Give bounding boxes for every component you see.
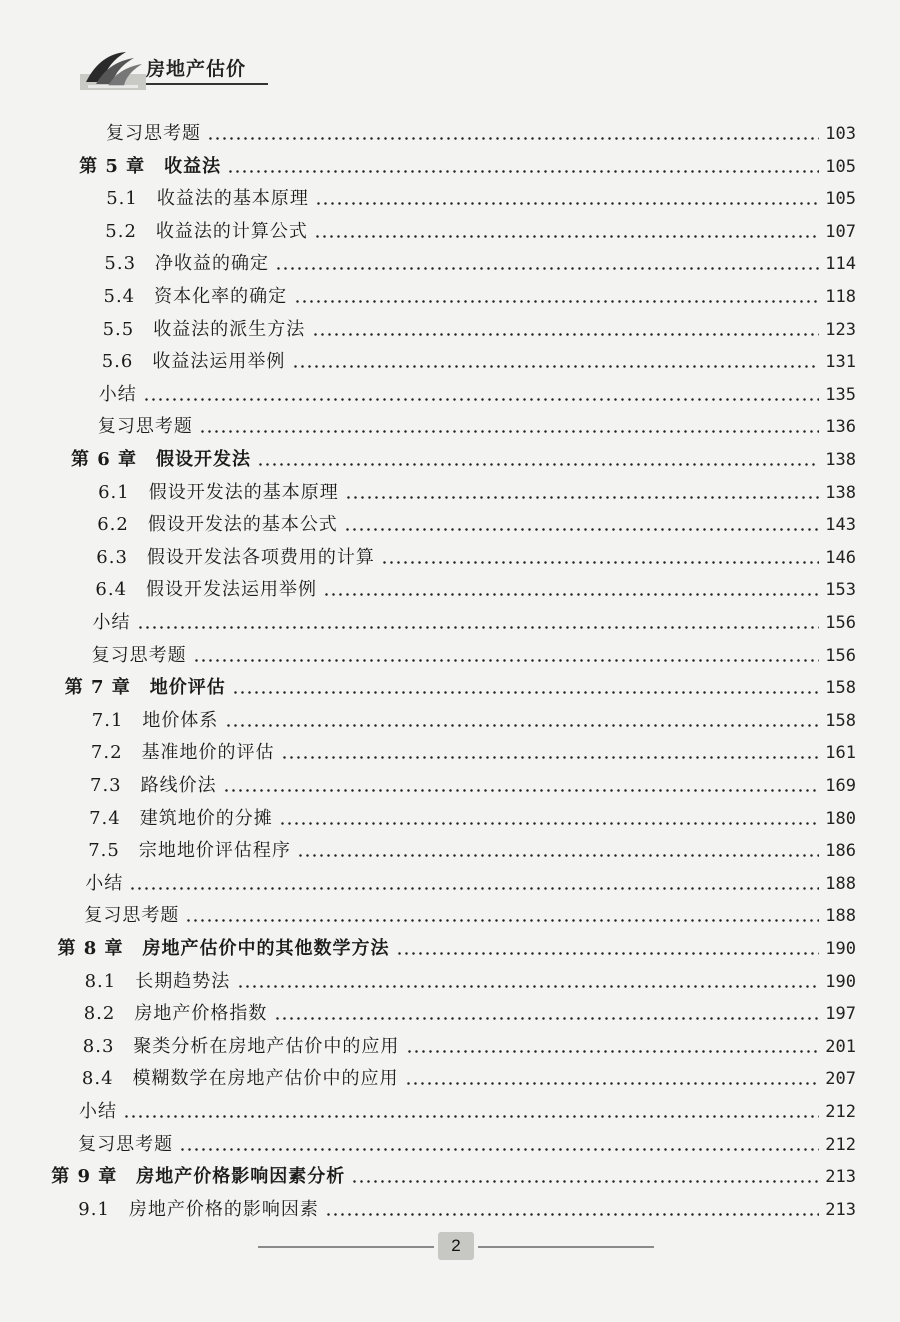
toc-entry [0, 770, 900, 802]
leader-dots [325, 1213, 819, 1216]
leader-dots [314, 235, 819, 238]
leader-dots [237, 985, 819, 988]
chapter-title: 第 5 章 收益法 [79, 155, 222, 177]
leader-dots [292, 365, 819, 368]
subsection-title: 复习思考题 [91, 644, 187, 666]
subsection-title: 复习思考题 [106, 123, 201, 144]
leader-dots [232, 691, 819, 694]
chapter-title: 第 9 章 房地产价格影响因素分析 [51, 1166, 346, 1188]
leader-dots [351, 1180, 819, 1183]
leader-dots [297, 854, 819, 857]
title-underline [146, 83, 268, 85]
leader-dots [227, 170, 819, 173]
page-number: 2 [438, 1232, 474, 1260]
page-ref: 138 [825, 450, 856, 470]
toc-entry [0, 151, 900, 183]
toc-entry [0, 118, 900, 150]
section-title: 5.3 净收益的确定 [104, 253, 270, 275]
toc-entry [0, 1063, 900, 1095]
page-ref: 118 [825, 287, 856, 307]
leader-dots [345, 496, 819, 499]
section-title: 7.2 基准地价的评估 [90, 742, 275, 764]
toc-entry [0, 1096, 900, 1128]
toc-entry [0, 803, 900, 835]
leader-dots [281, 756, 819, 759]
toc-entry [0, 509, 900, 541]
toc-entry [0, 314, 900, 346]
leader-dots [137, 626, 819, 629]
leader-dots [323, 593, 819, 596]
page-ref: 213 [825, 1167, 856, 1188]
publisher-logo-icon [78, 44, 148, 94]
page-ref: 143 [825, 515, 856, 536]
section-title: 7.4 建筑地价的分摊 [89, 807, 273, 829]
leader-dots [207, 137, 819, 140]
page-ref: 103 [825, 124, 856, 144]
toc-entry [0, 542, 900, 574]
leader-dots [396, 952, 819, 955]
page-ref: 169 [825, 776, 856, 796]
leader-dots [315, 202, 819, 205]
toc-entry [0, 411, 900, 443]
toc-entry [0, 640, 900, 672]
subsection-title: 小结 [92, 612, 131, 633]
page-ref: 197 [825, 1004, 856, 1025]
page-ref: 158 [825, 678, 856, 699]
section-title: 6.1 假设开发法的基本原理 [98, 481, 339, 503]
section-title: 6.3 假设开发法各项费用的计算 [96, 546, 375, 568]
leader-dots [185, 919, 819, 922]
page-ref: 212 [825, 1134, 856, 1155]
page-ref: 161 [825, 743, 856, 764]
toc-entry [0, 705, 900, 737]
footer-rule-right [478, 1246, 654, 1248]
section-title: 8.2 房地产价格指数 [83, 1003, 268, 1025]
page-ref: 190 [825, 939, 856, 959]
section-title: 7.1 地价体系 [91, 709, 219, 731]
leader-dots [344, 528, 819, 531]
chapter-title: 第 7 章 地价评估 [64, 677, 226, 699]
leader-dots [123, 1115, 819, 1118]
toc-entry [0, 1194, 900, 1226]
page-ref: 131 [825, 352, 856, 373]
leader-dots [406, 1050, 819, 1053]
page-ref: 105 [825, 156, 856, 177]
section-title: 5.4 资本化率的确定 [103, 286, 288, 307]
toc-entry [0, 183, 900, 215]
section-title: 6.2 假设开发法的基本公式 [97, 514, 338, 536]
toc-entry [0, 248, 900, 280]
toc-entry [0, 966, 900, 998]
page-ref: 105 [825, 189, 856, 210]
toc-entry [0, 933, 900, 965]
page-ref: 123 [825, 319, 856, 340]
page-ref: 180 [825, 808, 856, 829]
chapter-title: 第 8 章 房地产估价中的其他数学方法 [57, 938, 390, 959]
page-ref: 156 [825, 613, 856, 633]
page-ref: 136 [825, 417, 856, 438]
leader-dots [405, 1082, 819, 1085]
subsection-title: 复习思考题 [97, 416, 193, 438]
toc-entry [0, 900, 900, 932]
leader-dots [223, 789, 819, 792]
page-ref: 188 [825, 873, 856, 894]
subsection-title: 小结 [85, 872, 124, 894]
section-title: 8.3 聚类分析在房地产估价中的应用 [82, 1035, 400, 1057]
running-title: 房地产估价 [146, 58, 247, 80]
leader-dots [275, 267, 819, 270]
section-title: 5.6 收益法运用举例 [101, 351, 286, 373]
leader-dots [225, 724, 819, 727]
leader-dots [274, 1017, 819, 1020]
page-ref: 158 [825, 710, 856, 731]
toc-entry [0, 1161, 900, 1193]
toc-entry [0, 868, 900, 900]
page-ref: 146 [825, 547, 856, 568]
toc-entry [0, 574, 900, 606]
page-ref: 114 [825, 254, 856, 275]
section-title: 9.1 房地产价格的影响因素 [78, 1198, 319, 1220]
section-title: 7.5 宗地地价评估程序 [88, 840, 291, 862]
page-footer [258, 1232, 658, 1262]
toc-entry [0, 281, 900, 313]
page-ref: 186 [825, 841, 856, 862]
page-ref: 153 [825, 580, 856, 601]
toc-entry [0, 216, 900, 248]
leader-dots [279, 822, 819, 825]
toc-entry [0, 444, 900, 476]
section-title: 8.4 模糊数学在房地产估价中的应用 [81, 1068, 399, 1090]
toc-entry [0, 998, 900, 1030]
toc-entry [0, 737, 900, 769]
subsection-title: 小结 [98, 383, 137, 405]
page-ref: 207 [825, 1069, 856, 1090]
page-ref: 107 [825, 221, 856, 242]
toc-entry [0, 477, 900, 509]
section-title: 5.1 收益法的基本原理 [106, 188, 309, 210]
toc-entry [0, 835, 900, 867]
toc-entry [0, 379, 900, 411]
page-ref: 201 [825, 1036, 856, 1057]
page-ref: 190 [825, 971, 856, 992]
page-ref: 138 [825, 482, 856, 503]
leader-dots [257, 463, 819, 466]
subsection-title: 复习思考题 [78, 1133, 174, 1155]
chapter-title: 第 6 章 假设开发法 [71, 449, 252, 470]
leader-dots [143, 398, 819, 401]
toc-entry [0, 1031, 900, 1063]
leader-dots [312, 333, 819, 336]
leader-dots [381, 561, 819, 564]
section-title: 5.2 收益法的计算公式 [105, 220, 308, 242]
subsection-title: 小结 [79, 1101, 117, 1122]
toc-entry [0, 346, 900, 378]
toc-entry [0, 607, 900, 639]
running-header [78, 40, 268, 100]
subsection-title: 复习思考题 [84, 905, 180, 927]
section-title: 6.4 假设开发法运用举例 [95, 579, 318, 601]
leader-dots [193, 659, 819, 662]
page-ref: 212 [825, 1102, 856, 1122]
section-title: 7.3 路线价法 [90, 775, 217, 796]
section-title: 8.1 长期趋势法 [84, 970, 231, 992]
section-title: 5.5 收益法的派生方法 [102, 318, 306, 340]
leader-dots [179, 1148, 819, 1151]
leader-dots [129, 887, 819, 890]
page-ref: 213 [825, 1199, 856, 1220]
footer-rule-left [258, 1246, 434, 1248]
toc-entry [0, 1129, 900, 1161]
leader-dots [294, 300, 819, 303]
page-ref: 135 [825, 384, 856, 405]
page-ref: 156 [825, 645, 856, 666]
leader-dots [199, 430, 819, 433]
toc-entry [0, 672, 900, 704]
page-ref: 188 [825, 906, 856, 927]
